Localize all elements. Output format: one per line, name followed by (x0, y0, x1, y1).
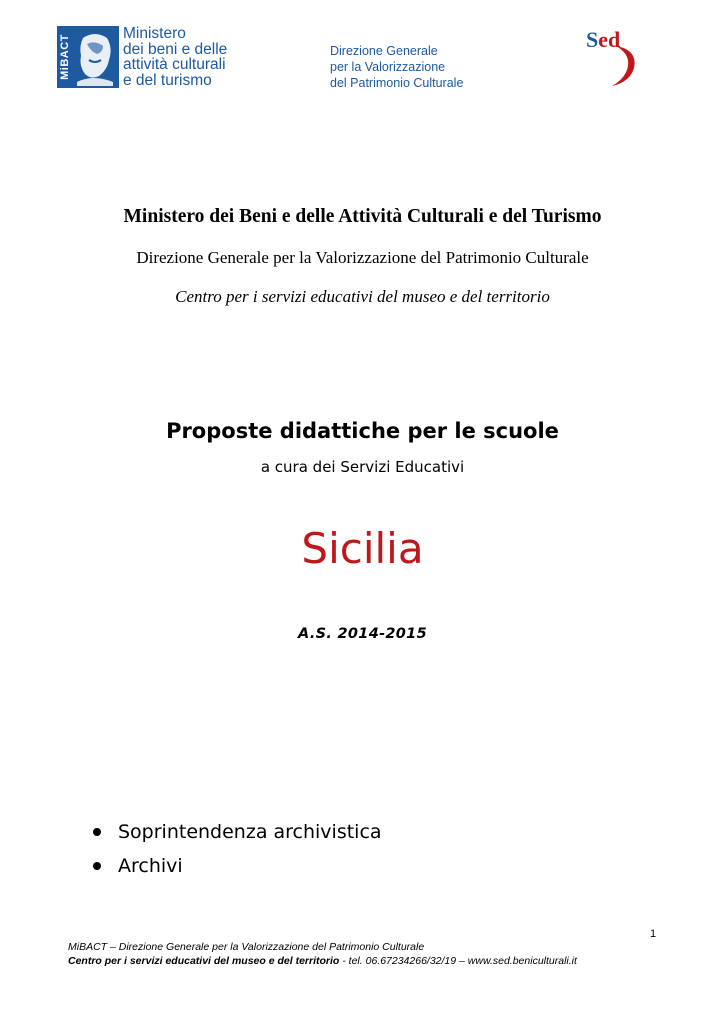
bullet-icon (93, 828, 101, 836)
dg-line: per la Valorizzazione (330, 60, 446, 74)
sed-letters-ed: ed (598, 27, 621, 52)
page-footer (68, 940, 577, 968)
school-year: A.S. 2014-2015 (298, 626, 427, 642)
footer-line-1: MiBACT – Direzione Generale per la Valorizzazione del Patrimonio Culturale (68, 941, 425, 953)
list-item-label: Archivi (118, 855, 183, 877)
bullet-icon (93, 862, 101, 870)
mibact-line: Ministero (123, 25, 186, 42)
mibact-logo-mark (57, 26, 119, 88)
centre-subtitle: Centro per i servizi educativi del museo e del territorio (175, 287, 550, 306)
document-heading: Proposte didattiche per le scuole (166, 419, 559, 443)
mibact-line: attività culturali (123, 56, 226, 73)
list-item-label: Soprintendenza archivistica (118, 821, 382, 843)
list-item (88, 815, 382, 849)
list-item (88, 849, 382, 883)
dg-line: Direzione Generale (330, 44, 438, 58)
statue-head-icon (73, 30, 117, 86)
mibact-logo-text (123, 26, 227, 88)
mibact-vertical-text: MiBACT (59, 34, 71, 80)
footer-line-2 (68, 954, 577, 968)
page-number: 1 (650, 928, 657, 940)
bullet-list (88, 815, 382, 883)
dg-logo-text (330, 43, 463, 91)
sed-logo-text (586, 28, 620, 52)
mibact-logo (57, 26, 237, 90)
document-subheading: a cura dei Servizi Educativi (260, 458, 465, 476)
directorate-title: Direzione Generale per la Valorizzazione del Patrimonio Culturale (136, 248, 589, 267)
footer-contacts: - tel. 06.67234266/32/19 – www.sed.beniculturali.it (339, 955, 577, 967)
mibact-line: e del turismo (123, 71, 212, 89)
footer-centre-name: Centro per i servizi educativi del museo e del territorio (68, 955, 340, 967)
dg-line: del Patrimonio Culturale (330, 76, 464, 90)
sed-letter-s: S (586, 27, 599, 52)
ministry-title: Ministero dei Beni e delle Attività Culturali e del Turismo (123, 206, 602, 227)
mibact-line: dei beni e delle (123, 40, 228, 58)
region-title: Sicilia (301, 524, 424, 573)
sed-logo (586, 28, 636, 88)
